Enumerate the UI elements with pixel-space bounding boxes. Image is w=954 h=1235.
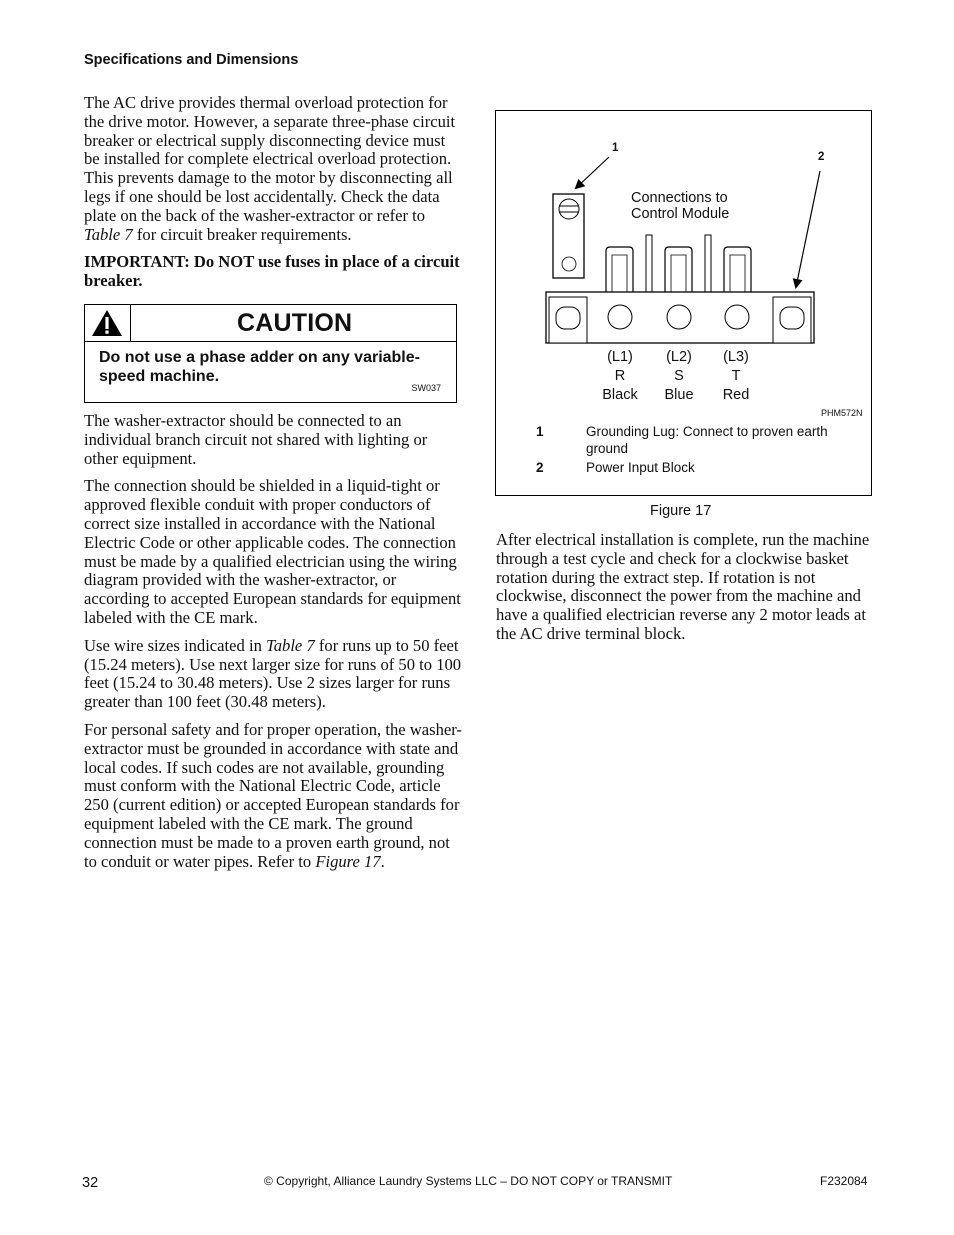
- terminal-letter: R: [614, 368, 626, 384]
- paragraph-grounding: [84, 721, 462, 871]
- terminal-color: Red: [722, 387, 750, 403]
- paragraph-text: Use wire sizes indicated in: [84, 635, 267, 655]
- paragraph-text: for runs up to 50 feet (15.24 meters). Use next larger size for runs of 50 to 100 feet (15.24 to 30.48 meters). Use 2 sizes larger for runs greater than 100 feet (30.48 meters).: [84, 635, 462, 712]
- copyright-notice: © Copyright, Alliance Laundry Systems LLC – DO NOT COPY or TRANSMIT: [264, 1174, 673, 1188]
- connections-label-line-2: Control Module: [631, 205, 730, 222]
- terminal-line: (L2): [666, 349, 692, 365]
- terminal-label-l3: [706, 348, 766, 405]
- connections-label: [631, 191, 729, 222]
- warning-triangle-icon: [85, 305, 129, 340]
- callout-number-2: 2: [818, 151, 825, 163]
- paragraph-overload-protection: [84, 94, 462, 244]
- grounding-lug: [553, 194, 584, 278]
- paragraph-text: .: [380, 851, 385, 871]
- table-reference: Table 7: [84, 224, 133, 244]
- terminal-color: Black: [602, 387, 638, 403]
- caution-title-cell: [131, 305, 456, 342]
- terminal-line: (L1): [607, 349, 633, 365]
- connections-label-line-1: Connections to: [631, 190, 728, 206]
- callout-arrow-2: [796, 171, 820, 287]
- legend-row: [496, 423, 873, 459]
- terminal-color: Blue: [664, 387, 694, 403]
- caution-icon-cell: [85, 305, 131, 342]
- callout-arrow-1: [576, 157, 609, 188]
- caution-code: SW037: [411, 382, 441, 393]
- page-number: 32: [82, 1175, 99, 1191]
- power-input-block: [546, 292, 814, 343]
- document-number: F232084: [820, 1174, 868, 1188]
- legend-text: Grounding Lug: Connect to proven earth ground: [586, 424, 828, 456]
- terminal-letter: T: [731, 368, 741, 384]
- important-note: IMPORTANT: Do NOT use fuses in place of a circuit breaker.: [84, 252, 460, 291]
- terminal-label-l2: [649, 348, 709, 405]
- left-column: [84, 94, 462, 880]
- caution-box: [84, 304, 457, 403]
- legend-number: 1: [536, 424, 544, 439]
- caution-title: CAUTION: [237, 308, 353, 337]
- terminal-clamps: [606, 247, 751, 293]
- paragraph-conduit: The connection should be shielded in a liquid-tight or approved flexible conduit with proper conductors of correct size installed in accordance with the National Electric Code or other applicable codes. The connection must be made by a qualified electrician using the wiring diagram provided with the washer-extractor, or according to accepted European standards for equipment labeled with the CE mark.: [84, 476, 461, 627]
- legend-number: 2: [536, 460, 544, 475]
- paragraph-text: For personal safety and for proper operation, the washer-extractor must be grounded in accordance with state and local codes. If such codes are not available, grounding must conform with the National Electric Code, article 250 (current edition) or accepted European standards for equipment labeled with the CE mark. The ground connection must be made to a proven earth ground, not to conduit or water pipes. Refer to: [84, 719, 462, 871]
- paragraph-text: for circuit breaker requirements.: [132, 224, 352, 244]
- legend-text: Power Input Block: [586, 460, 695, 475]
- figure-caption: Figure 17: [650, 503, 712, 519]
- paragraph-branch-circuit: The washer-extractor should be connected to an individual branch circuit not shared with lighting or other equipment.: [84, 410, 428, 468]
- table-reference: Table 7: [266, 635, 315, 655]
- terminal-letter: S: [674, 368, 684, 384]
- terminal-line: (L3): [723, 349, 749, 365]
- terminal-label-l1: [590, 348, 650, 405]
- figure-box: [495, 110, 872, 496]
- paragraph-text: The AC drive provides thermal overload protection for the drive motor. However, a separate three-phase circuit breaker or electrical supply disconnecting device must be installed for complete electrical overload protection. This prevents damage to the motor by disconnecting all legs if one should be lost accidentally. Check the data plate on the back of the washer-extractor or refer to: [84, 93, 456, 225]
- caution-message: Do not use a phase adder on any variable-speed machine.: [99, 348, 420, 385]
- figure-code: PHM572N: [821, 408, 863, 418]
- right-column: [496, 531, 872, 653]
- paragraph-test-cycle: After electrical installation is complete, run the machine through a test cycle and check for a clockwise basket rotation during the extract step. If rotation is not clockwise, disconnect the power from the machine and have a qualified electrician reverse any 2 motor leads at the AC drive terminal block.: [496, 530, 870, 643]
- legend-row: [496, 459, 873, 477]
- paragraph-wire-sizes: [84, 637, 462, 712]
- figure-reference: Figure 17: [315, 851, 381, 871]
- section-header: Specifications and Dimensions: [84, 52, 299, 68]
- callout-number-1: 1: [612, 142, 619, 154]
